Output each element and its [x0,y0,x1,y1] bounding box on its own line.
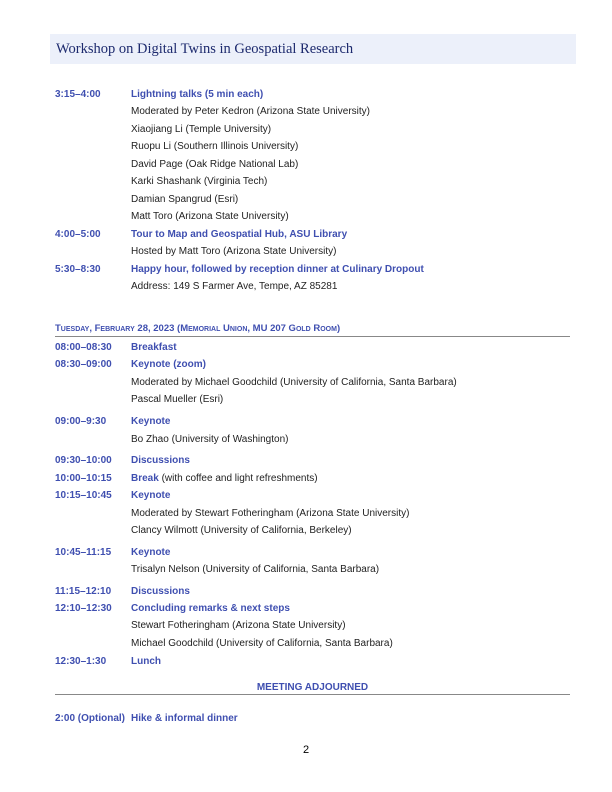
session-title: Breakfast [131,342,177,353]
session-title: Lunch [131,656,161,667]
document-title: Workshop on Digital Twins in Geospatial Research [56,41,354,57]
session-detail: Moderated by Stewart Fotheringham (Arizona State University) [131,508,410,519]
session-detail: Moderated by Michael Goodchild (University of California, Santa Barbara) [131,377,457,388]
session-time: 12:30–1:30 [55,656,107,667]
session-detail: Xiaojiang Li (Temple University) [131,124,272,135]
session-title: Keynote (zoom) [131,359,206,370]
session-detail: Ruopu Li (Southern Illinois University) [131,141,299,152]
session-title: Discussions [131,455,190,466]
session-time: 08:30–09:00 [55,359,112,370]
session-time: 10:45–11:15 [55,547,112,558]
session-title: Keynote [131,490,171,501]
session-time: 08:00–08:30 [55,342,112,353]
session-detail: David Page (Oak Ridge National Lab) [131,159,299,170]
divider [55,336,570,337]
session-detail: Stewart Fotheringham (Arizona State University) [131,620,346,631]
session-time: 10:15–10:45 [55,490,112,501]
session-detail: Address: 149 S Farmer Ave, Tempe, AZ 85281 [131,281,338,292]
session-time: 10:00–10:15 [55,473,112,484]
session-title: Keynote [131,547,171,558]
session-detail: Damian Spangrud (Esri) [131,194,239,205]
session-detail: Moderated by Peter Kedron (Arizona State University) [131,106,370,117]
session-title: Discussions [131,586,190,597]
session-title [131,473,318,484]
day-heading: Tuesday, February 28, 2023 (Memorial Union, MU 207 Gold Room) [55,323,341,334]
session-detail: Bo Zhao (University of Washington) [131,434,289,445]
session-time: 09:00–9:30 [55,416,107,427]
session-title: Lightning talks (5 min each) [131,89,264,100]
session-detail: Karki Shashank (Virginia Tech) [131,176,268,187]
session-time: 09:30–10:00 [55,455,112,466]
session-title-text: Break [131,473,159,484]
session-time: 5:30–8:30 [55,264,101,275]
session-title: Tour to Map and Geospatial Hub, ASU Library [131,229,348,240]
session-detail: Matt Toro (Arizona State University) [131,211,289,222]
session-time: 2:00 (Optional) [55,713,126,724]
divider [55,694,570,695]
session-detail: Trisalyn Nelson (University of California, Santa Barbara) [131,564,380,575]
session-time: 4:00–5:00 [55,229,101,240]
session-time: 3:15–4:00 [55,89,101,100]
session-title: Happy hour, followed by reception dinner at Culinary Dropout [131,264,424,275]
session-detail: Hosted by Matt Toro (Arizona State University) [131,246,337,257]
session-time: 11:15–12:10 [55,586,112,597]
session-title: Hike & informal dinner [131,713,238,724]
session-title: Concluding remarks & next steps [131,603,290,614]
page-number: 2 [302,744,310,756]
session-detail: Pascal Mueller (Esri) [131,394,224,405]
meeting-adjourned: MEETING ADJOURNED [256,682,369,693]
session-detail: Clancy Wilmott (University of California, Berkeley) [131,525,352,536]
session-time: 12:10–12:30 [55,603,112,614]
session-detail: Michael Goodchild (University of California, Santa Barbara) [131,638,393,649]
session-title: Keynote [131,416,171,427]
session-title-note: (with coffee and light refreshments) [158,473,318,484]
